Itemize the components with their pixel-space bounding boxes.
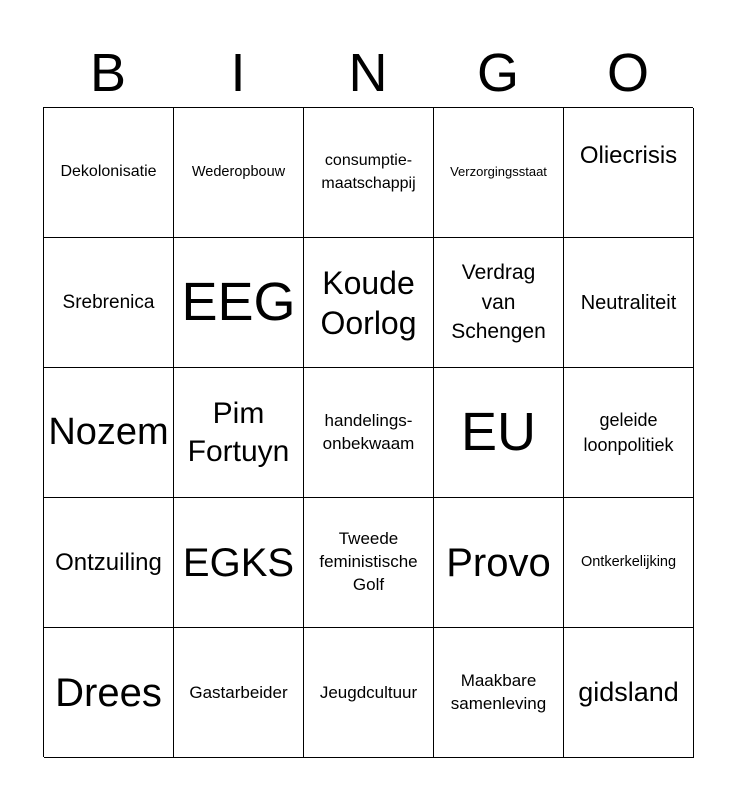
header-letter-i: I: [230, 43, 246, 103]
cell-text: handelings- onbekwaam: [322, 410, 415, 453]
bingo-cell-r3c1[interactable]: [44, 368, 174, 498]
cell-text: consumptie- maatschappij: [321, 152, 416, 192]
bingo-cell-r3c4[interactable]: [434, 368, 564, 498]
bingo-cell-r5c3[interactable]: [304, 628, 434, 758]
bingo-cell-r5c4[interactable]: [434, 628, 564, 758]
cell-text: Provo: [446, 540, 551, 585]
cell-text: Verzorgingsstaat: [450, 164, 547, 180]
cell-text: EU: [460, 402, 536, 463]
bingo-cell-r2c5[interactable]: [564, 238, 694, 368]
cell-text: Jeugdcultuur: [319, 682, 418, 702]
bingo-header: [43, 40, 693, 106]
cell-text: Maakbare samenleving: [450, 670, 547, 713]
bingo-cell-r4c3[interactable]: [304, 498, 434, 628]
bingo-cell-r1c5[interactable]: [564, 108, 694, 238]
cell-text: Srebrenica: [62, 291, 155, 313]
bingo-cell-r2c1[interactable]: [44, 238, 174, 368]
bingo-cell-r2c3[interactable]: [304, 238, 434, 368]
cell-text: EGKS: [182, 540, 295, 585]
cell-text: Tweede feministische Golf: [319, 529, 418, 594]
cell-text: Pim Fortuyn: [187, 397, 290, 468]
cell-text: Oliecrisis: [579, 141, 678, 169]
bingo-cell-r1c1[interactable]: [44, 108, 174, 238]
header-letter-n: N: [348, 43, 388, 103]
header-letter-b: B: [89, 43, 127, 103]
cell-text: gidsland: [578, 676, 679, 707]
cell-text: Ontzuiling: [55, 548, 162, 576]
header-letter-o: O: [606, 43, 649, 103]
bingo-cell-r1c2[interactable]: [174, 108, 304, 238]
bingo-cell-r5c5[interactable]: [564, 628, 694, 758]
bingo-cell-r4c4[interactable]: [434, 498, 564, 628]
bingo-cell-r4c2[interactable]: [174, 498, 304, 628]
cell-text: Nozem: [48, 410, 169, 453]
bingo-cell-r4c1[interactable]: [44, 498, 174, 628]
cell-text: Koude Oorlog: [320, 264, 417, 341]
cell-text: EEG: [181, 272, 296, 333]
bingo-cell-r3c3[interactable]: [304, 368, 434, 498]
bingo-cell-r3c5[interactable]: [564, 368, 694, 498]
bingo-cell-r4c5[interactable]: [564, 498, 694, 628]
bingo-grid: [43, 107, 693, 757]
bingo-cell-r5c1[interactable]: [44, 628, 174, 758]
cell-text: Wederopbouw: [191, 164, 286, 181]
cell-text: Dekolonisatie: [60, 163, 157, 181]
bingo-cell-r2c4[interactable]: [434, 238, 564, 368]
cell-text: Ontkerkelijking: [580, 554, 677, 571]
cell-text: Drees: [55, 670, 162, 715]
bingo-cell-r2c2[interactable]: [174, 238, 304, 368]
bingo-cell-r1c3[interactable]: [304, 108, 434, 238]
cell-text: Neutraliteit: [580, 291, 677, 314]
header-letter-g: G: [476, 43, 519, 103]
cell-text: Verdrag van Schengen: [451, 261, 546, 344]
bingo-cell-r1c4[interactable]: [434, 108, 564, 238]
bingo-cell-r5c2[interactable]: [174, 628, 304, 758]
cell-text: geleide loonpolitiek: [583, 410, 674, 455]
bingo-cell-r3c2[interactable]: [174, 368, 304, 498]
cell-text: Gastarbeider: [189, 682, 288, 702]
